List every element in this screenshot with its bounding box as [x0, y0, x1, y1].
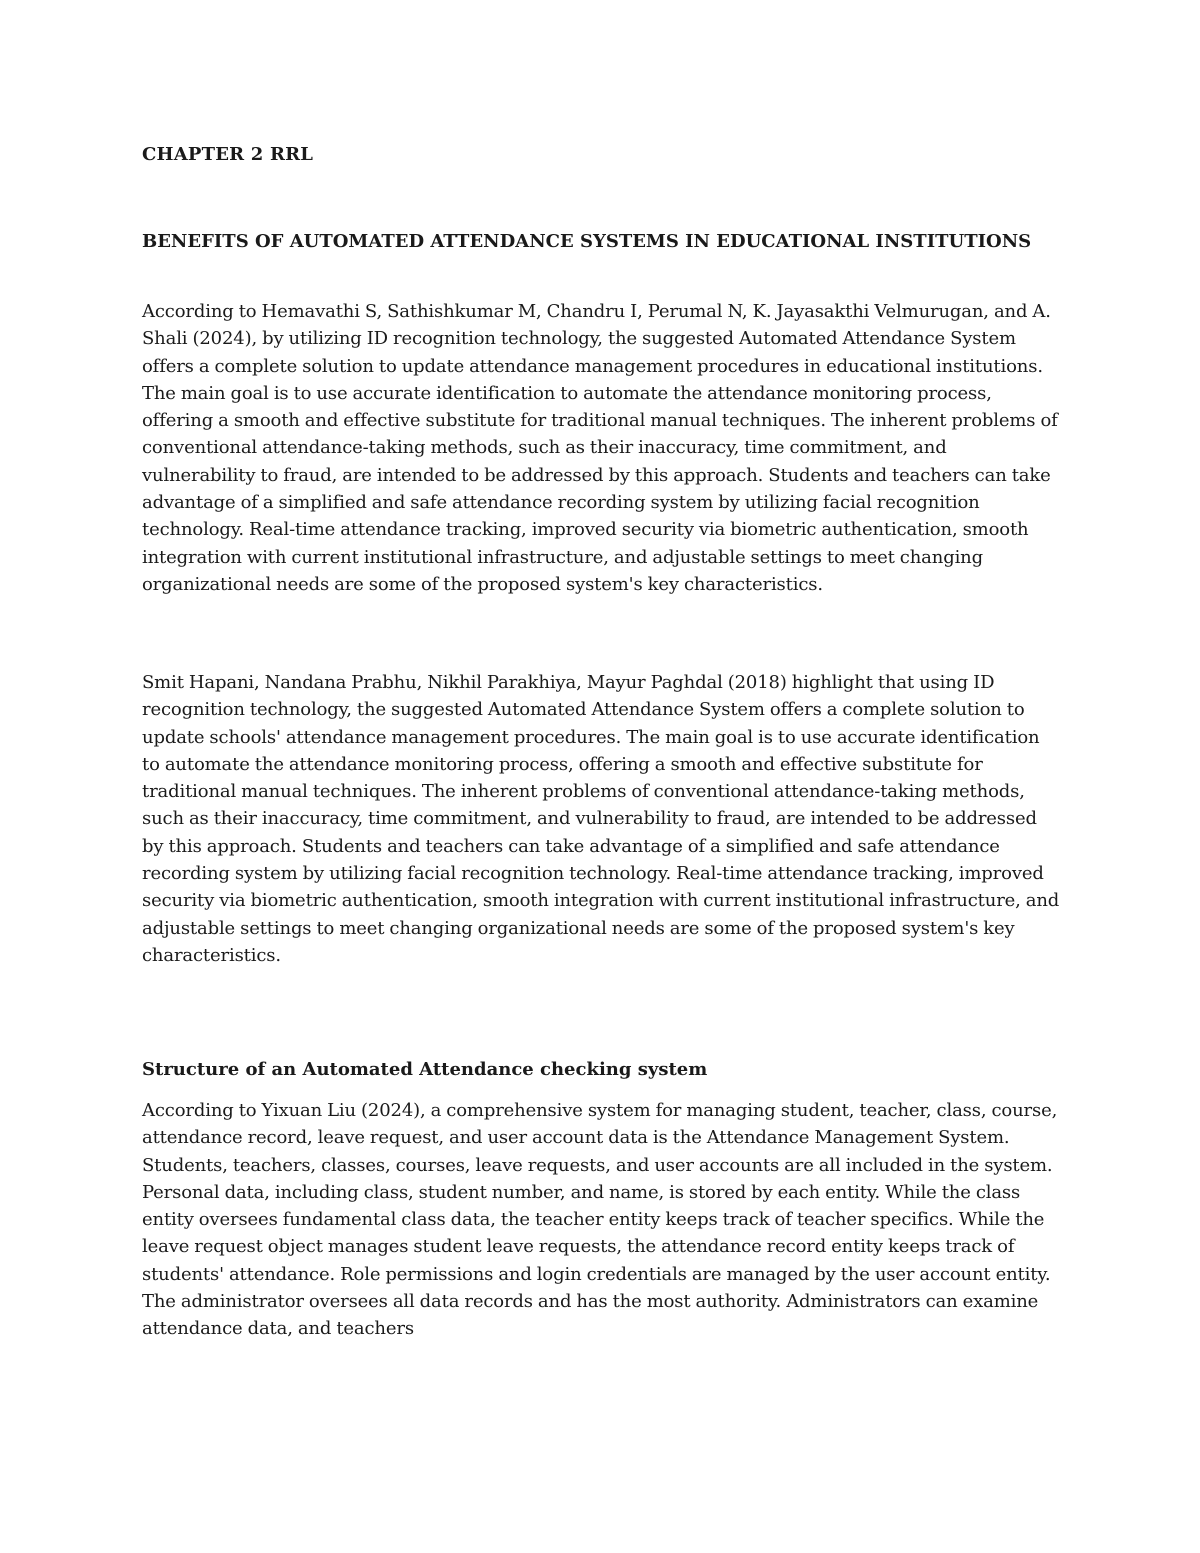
section-heading-benefits: BENEFITS OF AUTOMATED ATTENDANCE SYSTEMS IN EDUCATIONAL INSTITUTIONS	[142, 231, 1032, 252]
paragraph-hapani: Smit Hapani, Nandana Prabhu, Nikhil Parakhiya, Mayur Paghdal (2018) highlight that using ID recognition technology, the suggested Automated Attendance System offers a complete solution to update schools' attendance management procedures. The main goal is to use accurate identification to automate the attendance monitoring process, offering a smooth and effective substitute for traditional manual techniques. The inherent problems of conventional attendance-taking methods, such as their inaccuracy, time commitment, and vulnerability to fraud, are intended to be addressed by this approach. Students and teachers can take advantage of a simplified and safe attendance recording system by utilizing facial recognition technology. Real-time attendance tracking, improved security via biometric authentication, smooth integration with current institutional infrastructure, and adjustable settings to meet changing organizational needs are some of the proposed system's key characteristics.	[142, 672, 1060, 966]
paragraph-liu: According to Yixuan Liu (2024), a comprehensive system for managing student, teacher, class, course, attendance record, leave request, and user account data is the Attendance Management System. Students, teachers, classes, courses, leave requests, and user accounts are all included in the system. Personal data, including class, student number, and name, is stored by each entity. While the class entity oversees fundamental class data, the teacher entity keeps track of teacher specifics. While the leave request object manages student leave requests, the attendance record entity keeps track of students' attendance. Role permissions and login credentials are managed by the user account entity. The administrator oversees all data records and has the most authority. Administrators can examine attendance data, and teachers	[142, 1100, 1058, 1340]
chapter-title: CHAPTER 2 RRL	[142, 144, 314, 165]
paragraph-hemavathi: According to Hemavathi S, Sathishkumar M, Chandru I, Perumal N, K. Jayasakthi Velmurugan, and A. Shali (2024), by utilizing ID recognition technology, the suggested Automated Attendance System offers a complete solution to update attendance management procedures in educational institutions. The main goal is to use accurate identification to automate the attendance monitoring process, offering a smooth and effective substitute for traditional manual techniques. The inherent problems of conventional attendance-taking methods, such as their inaccuracy, time commitment, and vulnerability to fraud, are intended to be addressed by this approach. Students and teachers can take advantage of a simplified and safe attendance recording system by utilizing facial recognition technology. Real-time attendance tracking, improved security via biometric authentication, smooth integration with current institutional infrastructure, and adjustable settings to meet changing organizational needs are some of the proposed system's key characteristics.	[142, 301, 1058, 595]
section-heading-structure: Structure of an Automated Attendance checking system	[142, 1059, 708, 1080]
